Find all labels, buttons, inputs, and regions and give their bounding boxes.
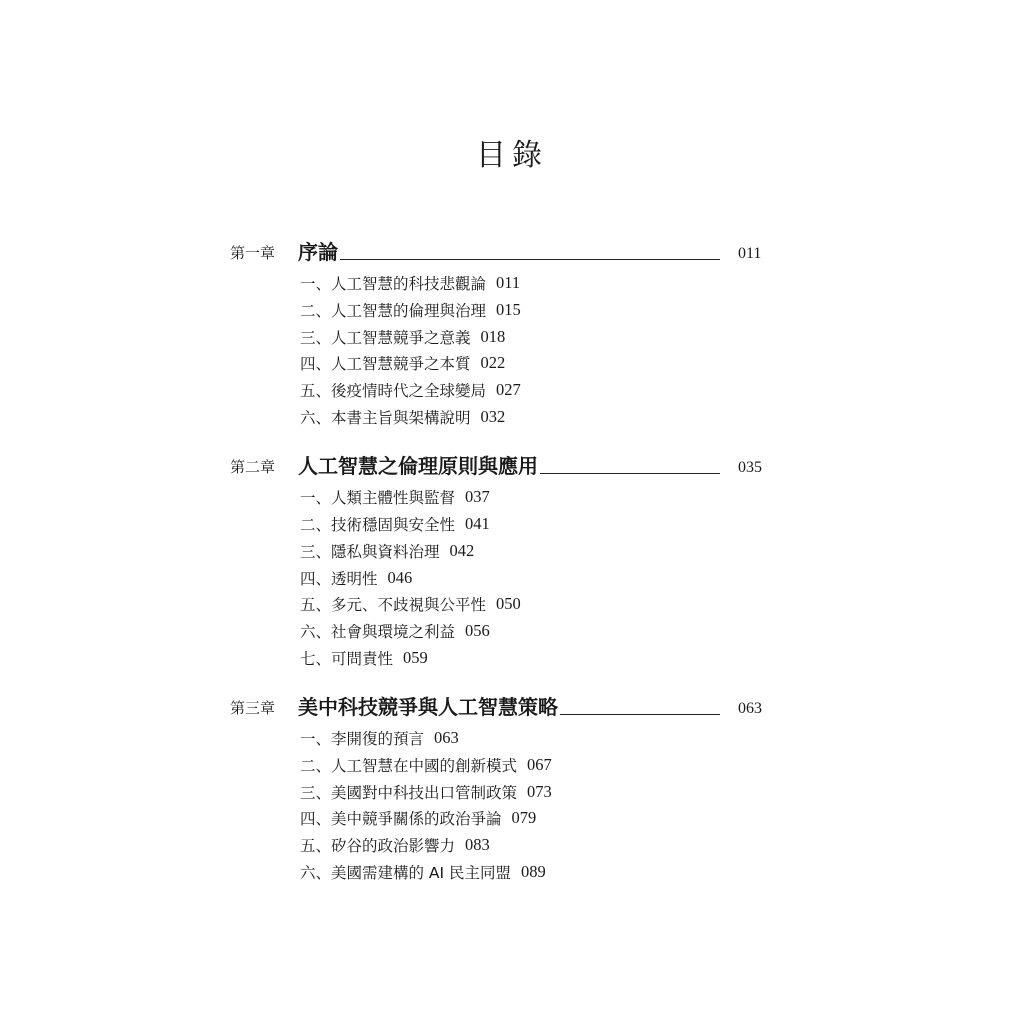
section-item[interactable] [300, 725, 770, 752]
chapter-3-page: 063 [738, 699, 762, 717]
section-title: 一、李開復的預言 [300, 730, 425, 749]
section-title: 四、透明性 [300, 569, 378, 588]
page-title: 目錄 [476, 138, 548, 173]
section-item[interactable] [300, 511, 770, 538]
chapter-2-leader-line [540, 472, 720, 474]
section-page: 032 [480, 406, 506, 426]
section-page: 015 [496, 300, 521, 320]
section-item[interactable] [300, 778, 770, 805]
section-item[interactable] [300, 350, 770, 377]
section-item[interactable] [300, 323, 770, 350]
section-title: 五、多元、不歧視與公平性 [300, 596, 487, 615]
section-page: 059 [403, 647, 428, 667]
chapter-2-page: 035 [738, 459, 762, 477]
chapter-3-sections [230, 725, 770, 885]
section-item[interactable] [300, 270, 770, 297]
section-item[interactable] [300, 618, 770, 645]
section-item[interactable] [300, 644, 770, 671]
chapter-2 [230, 450, 770, 671]
section-page: 079 [511, 808, 537, 828]
section-page: 089 [521, 861, 546, 881]
section-page: 056 [465, 620, 490, 640]
section-page: 073 [527, 781, 552, 801]
table-of-contents [230, 236, 770, 905]
section-item[interactable] [300, 564, 770, 591]
chapter-1 [230, 236, 770, 430]
section-page: 050 [496, 594, 521, 614]
section-item[interactable] [300, 591, 770, 618]
section-item[interactable] [300, 403, 770, 430]
chapter-2-heading[interactable] [230, 450, 770, 480]
chapter-1-label: 第一章 [230, 244, 276, 262]
chapter-1-leader-line [340, 258, 720, 260]
section-title: 二、人工智慧在中國的創新模式 [300, 756, 518, 775]
chapter-2-sections [230, 484, 770, 671]
section-item[interactable] [300, 297, 770, 324]
section-page: 022 [480, 353, 506, 373]
section-page: 018 [480, 326, 506, 346]
section-title: 一、人工智慧的科技悲觀論 [300, 275, 487, 294]
section-item[interactable] [300, 377, 770, 404]
section-title: 二、人工智慧的倫理與治理 [300, 302, 487, 321]
section-page: 042 [449, 540, 475, 560]
section-title: 一、人類主體性與監督 [300, 489, 456, 508]
chapter-3 [230, 691, 770, 885]
section-title: 七、可問責性 [300, 649, 394, 668]
section-page: 067 [527, 754, 552, 774]
chapter-3-leader-line [560, 713, 720, 715]
section-page: 046 [387, 567, 413, 587]
section-title: 六、社會與環境之利益 [300, 622, 456, 641]
section-item[interactable] [300, 484, 770, 511]
section-title: 五、後疫情時代之全球變局 [300, 382, 487, 401]
section-title: 四、美中競爭關係的政治爭論 [300, 810, 502, 829]
chapter-1-title: 序論 [298, 240, 338, 264]
section-title: 三、隱私與資料治理 [300, 542, 440, 561]
section-page: 027 [496, 380, 521, 400]
section-item[interactable] [300, 805, 770, 832]
section-page: 063 [434, 728, 459, 748]
chapter-1-heading[interactable] [230, 236, 770, 266]
section-title: 六、本書主旨與架構說明 [300, 408, 471, 427]
chapter-3-heading[interactable] [230, 691, 770, 721]
section-item[interactable] [300, 752, 770, 779]
section-title: 四、人工智慧競爭之本質 [300, 355, 471, 374]
chapter-1-page: 011 [738, 245, 762, 262]
section-title: 三、人工智慧競爭之意義 [300, 328, 471, 347]
section-page: 083 [465, 835, 490, 855]
chapter-2-title: 人工智慧之倫理原則與應用 [298, 454, 538, 479]
section-page: 011 [496, 273, 521, 293]
chapter-1-sections [230, 270, 770, 430]
section-item[interactable] [300, 858, 770, 885]
section-title: 三、美國對中科技出口管制政策 [300, 783, 518, 802]
section-page: 041 [465, 514, 490, 534]
section-item[interactable] [300, 538, 770, 565]
section-page: 037 [465, 487, 490, 507]
chapter-2-label: 第二章 [230, 458, 276, 477]
section-title: 二、技術穩固與安全性 [300, 516, 456, 535]
chapter-3-title: 美中科技競爭與人工智慧策略 [298, 694, 558, 719]
section-title: 六、美國需建構的 AI 民主同盟 [300, 863, 512, 882]
section-item[interactable] [300, 832, 770, 859]
section-title: 五、矽谷的政治影響力 [300, 837, 456, 856]
chapter-3-label: 第三章 [230, 698, 276, 717]
